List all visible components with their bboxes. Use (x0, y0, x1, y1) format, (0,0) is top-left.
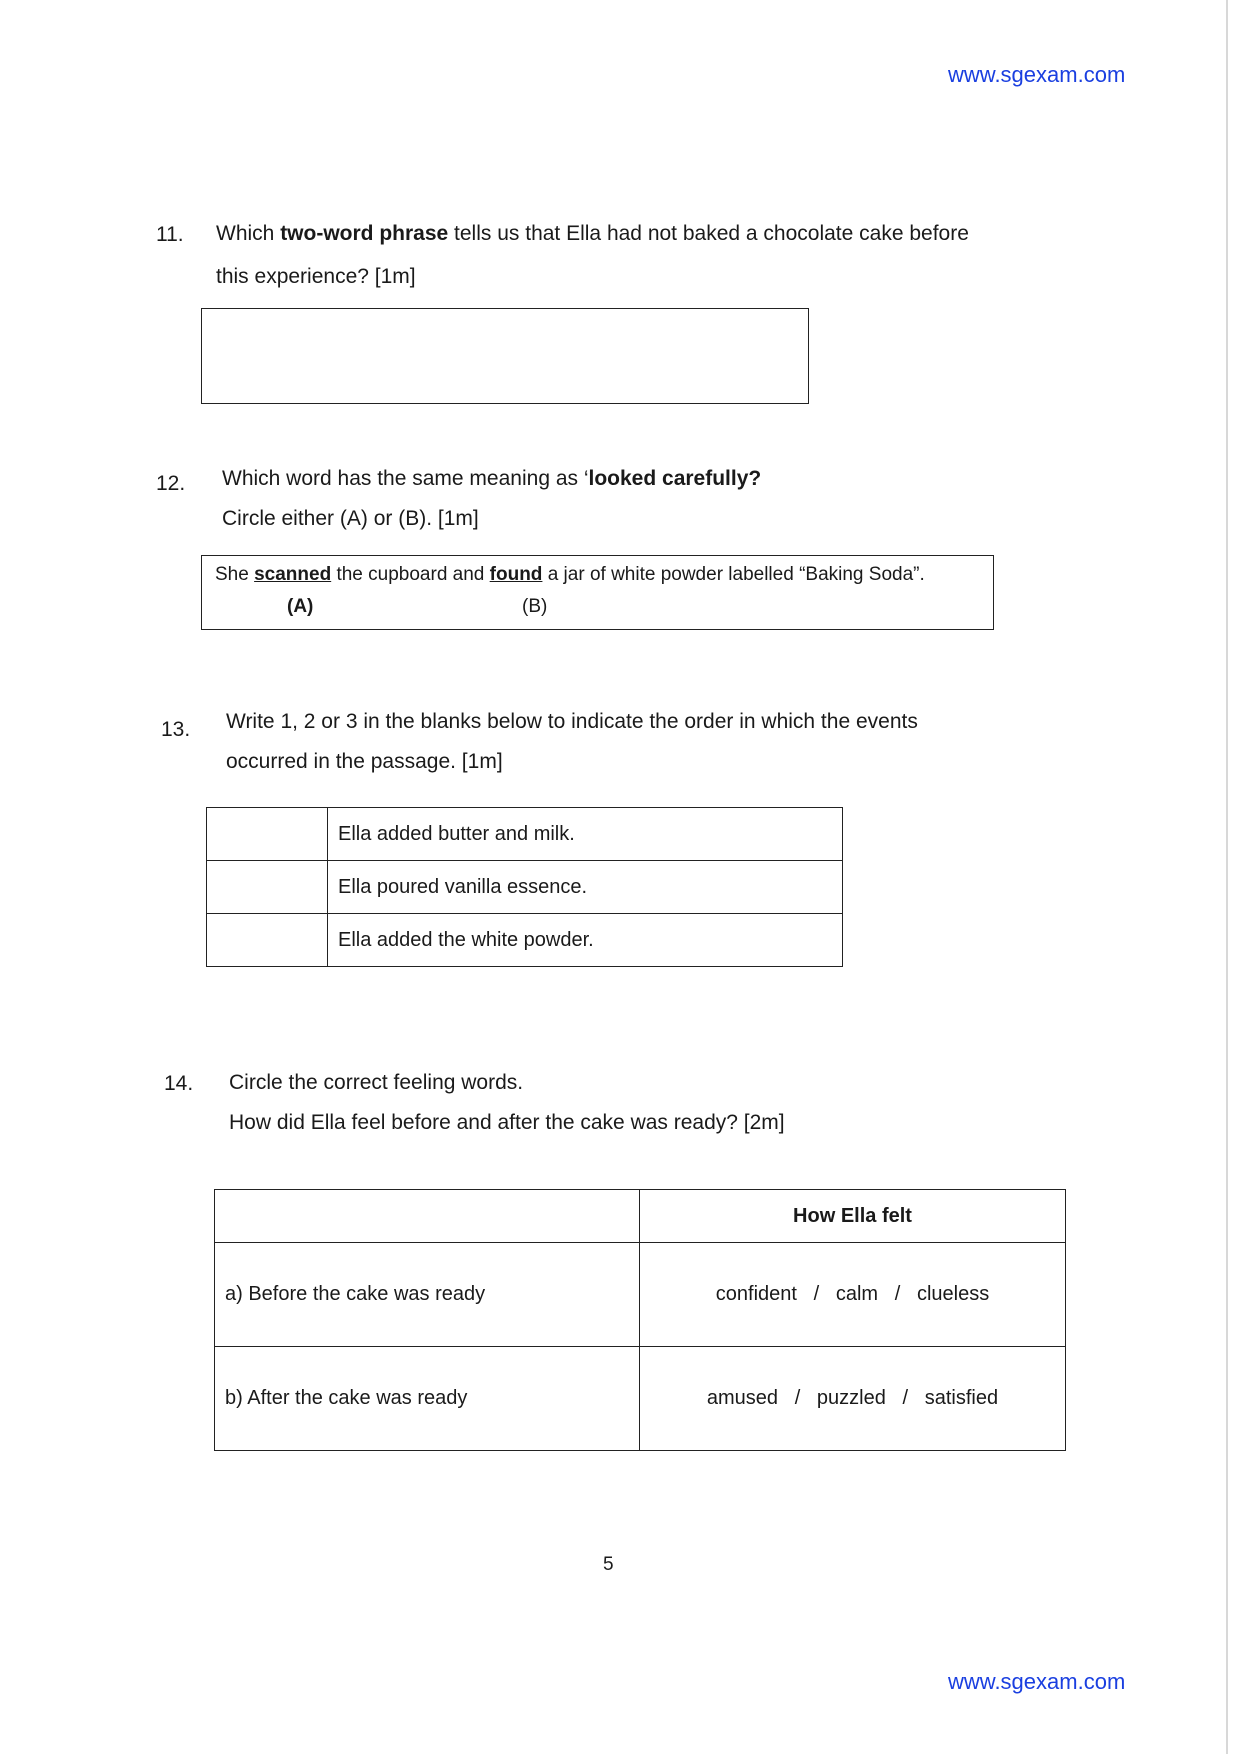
q13-order-table (206, 807, 843, 967)
q14-number: 14. (164, 1072, 194, 1095)
q13-question: Write 1, 2 or 3 in the blanks below to indicate the order in which the events occurred in the passage. [1m] (226, 710, 918, 773)
q12-number: 12. (156, 472, 186, 495)
label-b: (B) (522, 596, 548, 617)
table-row (215, 1243, 1066, 1347)
event-1: Ella added butter and milk. (328, 808, 843, 861)
q11-answer-box[interactable] (201, 308, 809, 404)
table-row (207, 914, 843, 967)
table-row (215, 1190, 1066, 1243)
page-number: 5 (603, 1554, 614, 1575)
website-footer[interactable]: www.sgexam.com (948, 1669, 1126, 1694)
website-header[interactable]: www.sgexam.com (948, 62, 1126, 87)
row-after-label: b) After the cake was ready (215, 1347, 640, 1451)
word-scanned[interactable]: scanned (254, 564, 332, 585)
header-how-ella-felt: How Ella felt (640, 1190, 1066, 1243)
row-before-options[interactable]: confident / calm / clueless (640, 1243, 1066, 1347)
q12-sentence: She scanned the cupboard and found a jar of white powder labelled “Baking Soda”. (215, 564, 925, 585)
header-blank (215, 1190, 640, 1243)
q12-sentence-box (201, 555, 994, 630)
page-edge (1226, 0, 1228, 1754)
order-blank-1[interactable] (207, 808, 328, 861)
table-row (215, 1347, 1066, 1451)
q11-question: Which two-word phrase tells us that Ella had not baked a chocolate cake before this experience? [1m] (216, 222, 969, 288)
event-2: Ella poured vanilla essence. (328, 861, 843, 914)
q13-number: 13. (161, 718, 191, 741)
row-after-options[interactable]: amused / puzzled / satisfied (640, 1347, 1066, 1451)
table-row (207, 861, 843, 914)
order-blank-2[interactable] (207, 861, 328, 914)
table-row (207, 808, 843, 861)
q11-number: 11. (156, 223, 184, 246)
q14-feelings-table (214, 1189, 1066, 1451)
event-3: Ella added the white powder. (328, 914, 843, 967)
q12-question: Which word has the same meaning as ‘looked carefully? Circle either (A) or (B). [1m] (222, 467, 762, 530)
row-before-label: a) Before the cake was ready (215, 1243, 640, 1347)
q14-question: Circle the correct feeling words. How did Ella feel before and after the cake was ready? [2m] (229, 1071, 785, 1134)
word-found[interactable]: found (489, 564, 543, 585)
order-blank-3[interactable] (207, 914, 328, 967)
label-a: (A) (287, 596, 314, 617)
